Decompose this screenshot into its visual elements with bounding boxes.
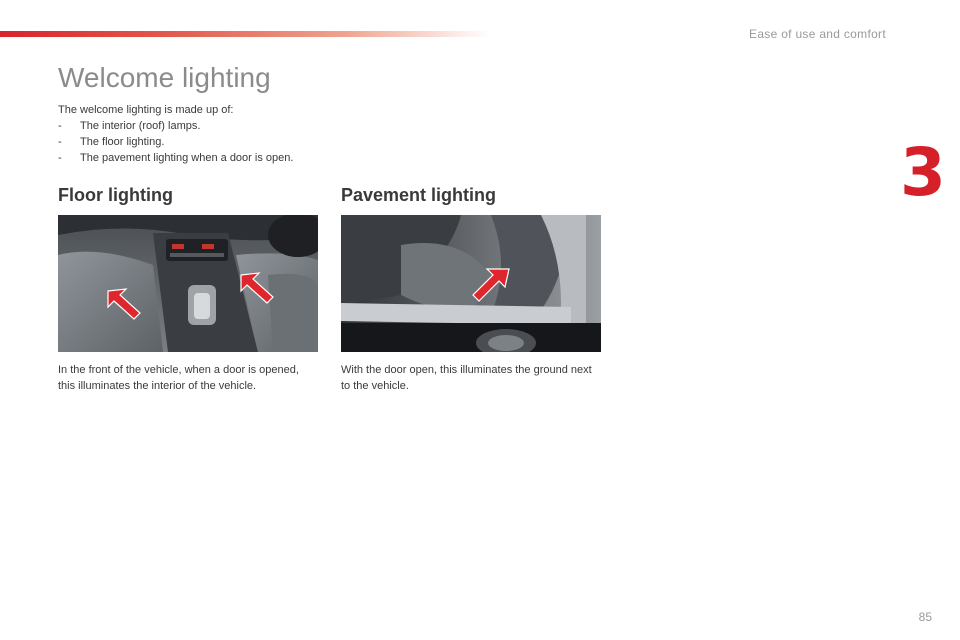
- intro-list: [58, 118, 358, 166]
- floor-lighting-heading: Floor lighting: [58, 185, 173, 205]
- section-header: Ease of use and comfort: [749, 27, 886, 41]
- pavement-lighting-caption: With the door open, this illuminates the ground next to the vehicle.: [341, 364, 592, 392]
- page-title: Welcome lighting: [58, 62, 271, 93]
- floor-lighting-section: [58, 183, 320, 394]
- pavement-lighting-photo: [341, 215, 601, 352]
- intro-lead: The welcome lighting is made up of:: [58, 104, 234, 116]
- list-item: - The pavement lighting when a door is open.: [58, 150, 358, 166]
- floor-lighting-caption: In the front of the vehicle, when a door is opened, this illuminates the interior of the vehicle.: [58, 364, 299, 392]
- floor-lighting-photo: [58, 215, 318, 352]
- pavement-lighting-heading: Pavement lighting: [341, 185, 497, 205]
- list-item: - The interior (roof) lamps.: [58, 118, 358, 134]
- page-number: 85: [918, 610, 932, 624]
- chapter-number: 3: [900, 134, 946, 211]
- intro: [58, 102, 358, 166]
- pavement-lighting-section: [341, 183, 603, 394]
- list-item: - The floor lighting.: [58, 134, 358, 150]
- top-accent-bar: [0, 31, 490, 37]
